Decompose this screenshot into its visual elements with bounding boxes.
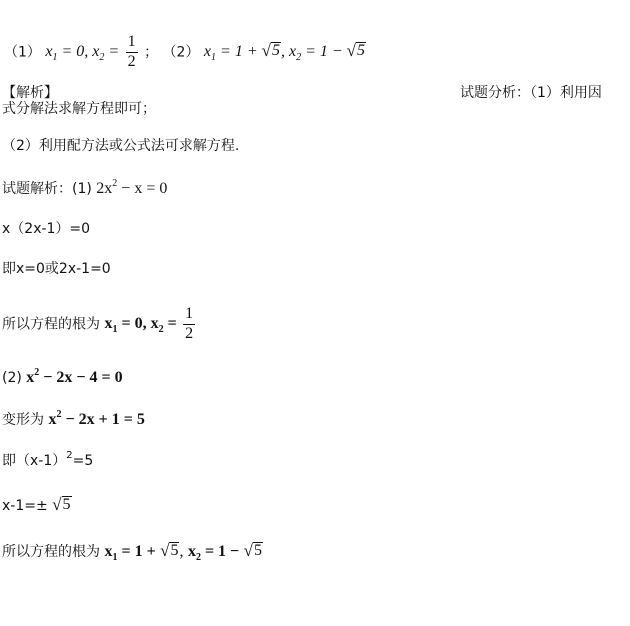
answer-part1-label: （1） [4,44,41,61]
transform-prefix: 变形为 [2,412,44,428]
roots-prefix-2: 所以方程的根为 [2,544,100,560]
answer-part2-label: （2） [162,44,200,61]
solution-part2-roots: 所以方程的根为 $x_1 = 1$ + √ 5 , $x_2 = 1$ − √ 5 [2,541,262,563]
square-suffix: =5 [72,453,94,469]
solution-pm [2,496,72,513]
solution-square: 即$(x-1)^2=5$ [2,450,94,469]
sqrt-symbol: √ 5 [346,41,366,61]
answer-part2-roots: $x_1 = 1$ + √ 5 , $x_2 = 1$ − √ 5 [203,41,366,64]
solution-part2-label: (2) [2,370,22,386]
solution-step-factor: x（2x-1）=0 [2,221,91,237]
answer-fraction: $\frac{1}{2}$ [127,33,136,70]
sqrt-symbol: √ 5 [243,541,262,560]
analysis-title: 【解析】 [2,85,58,101]
sqrt-symbol: √ 5 [160,541,179,560]
answer-line [4,34,366,71]
solution-part1-roots: 所以方程的根为 $x_1 = 0$, $x_2$ = $\frac{1}{2}$ [2,305,194,342]
analysis-intro-continued: 式分解法求解方程即可； [2,101,156,117]
roots-prefix: 所以方程的根为 [2,316,100,333]
roots-fraction: $\frac{1}{2}$ [185,305,194,342]
solution-lead: 试题解析： [2,181,72,197]
solution-part1-equation [2,179,167,197]
pm-prefix: x-1=± [2,498,48,514]
solution-step-or: 即x=0或2x-1=0 [2,261,111,277]
solution-part2-equation [2,368,123,386]
sqrt-symbol: √ 5 [52,495,71,514]
answer-x1-equation: $x_1 = 0$, $x_2$ = [45,43,120,64]
answer-separator: ； [144,44,159,61]
equation-1: $2x^2 - x = 0$ [96,178,168,197]
square-prefix: 即（x-1） [2,453,67,469]
solution-part1-label: (1) [72,181,92,197]
equation-2: $x^2 - 2x - 4 = 0$ [26,367,123,386]
solution-transform: 变形为 $x^2 - 2x + 1 = 5$ [2,409,145,428]
analysis-intro-right: 试题分析：（1）利用因 [460,85,602,101]
analysis-intro-line2: （2）利用配方法或公式法可求解方程. [2,138,240,154]
sqrt-symbol: √ 5 [261,41,280,61]
